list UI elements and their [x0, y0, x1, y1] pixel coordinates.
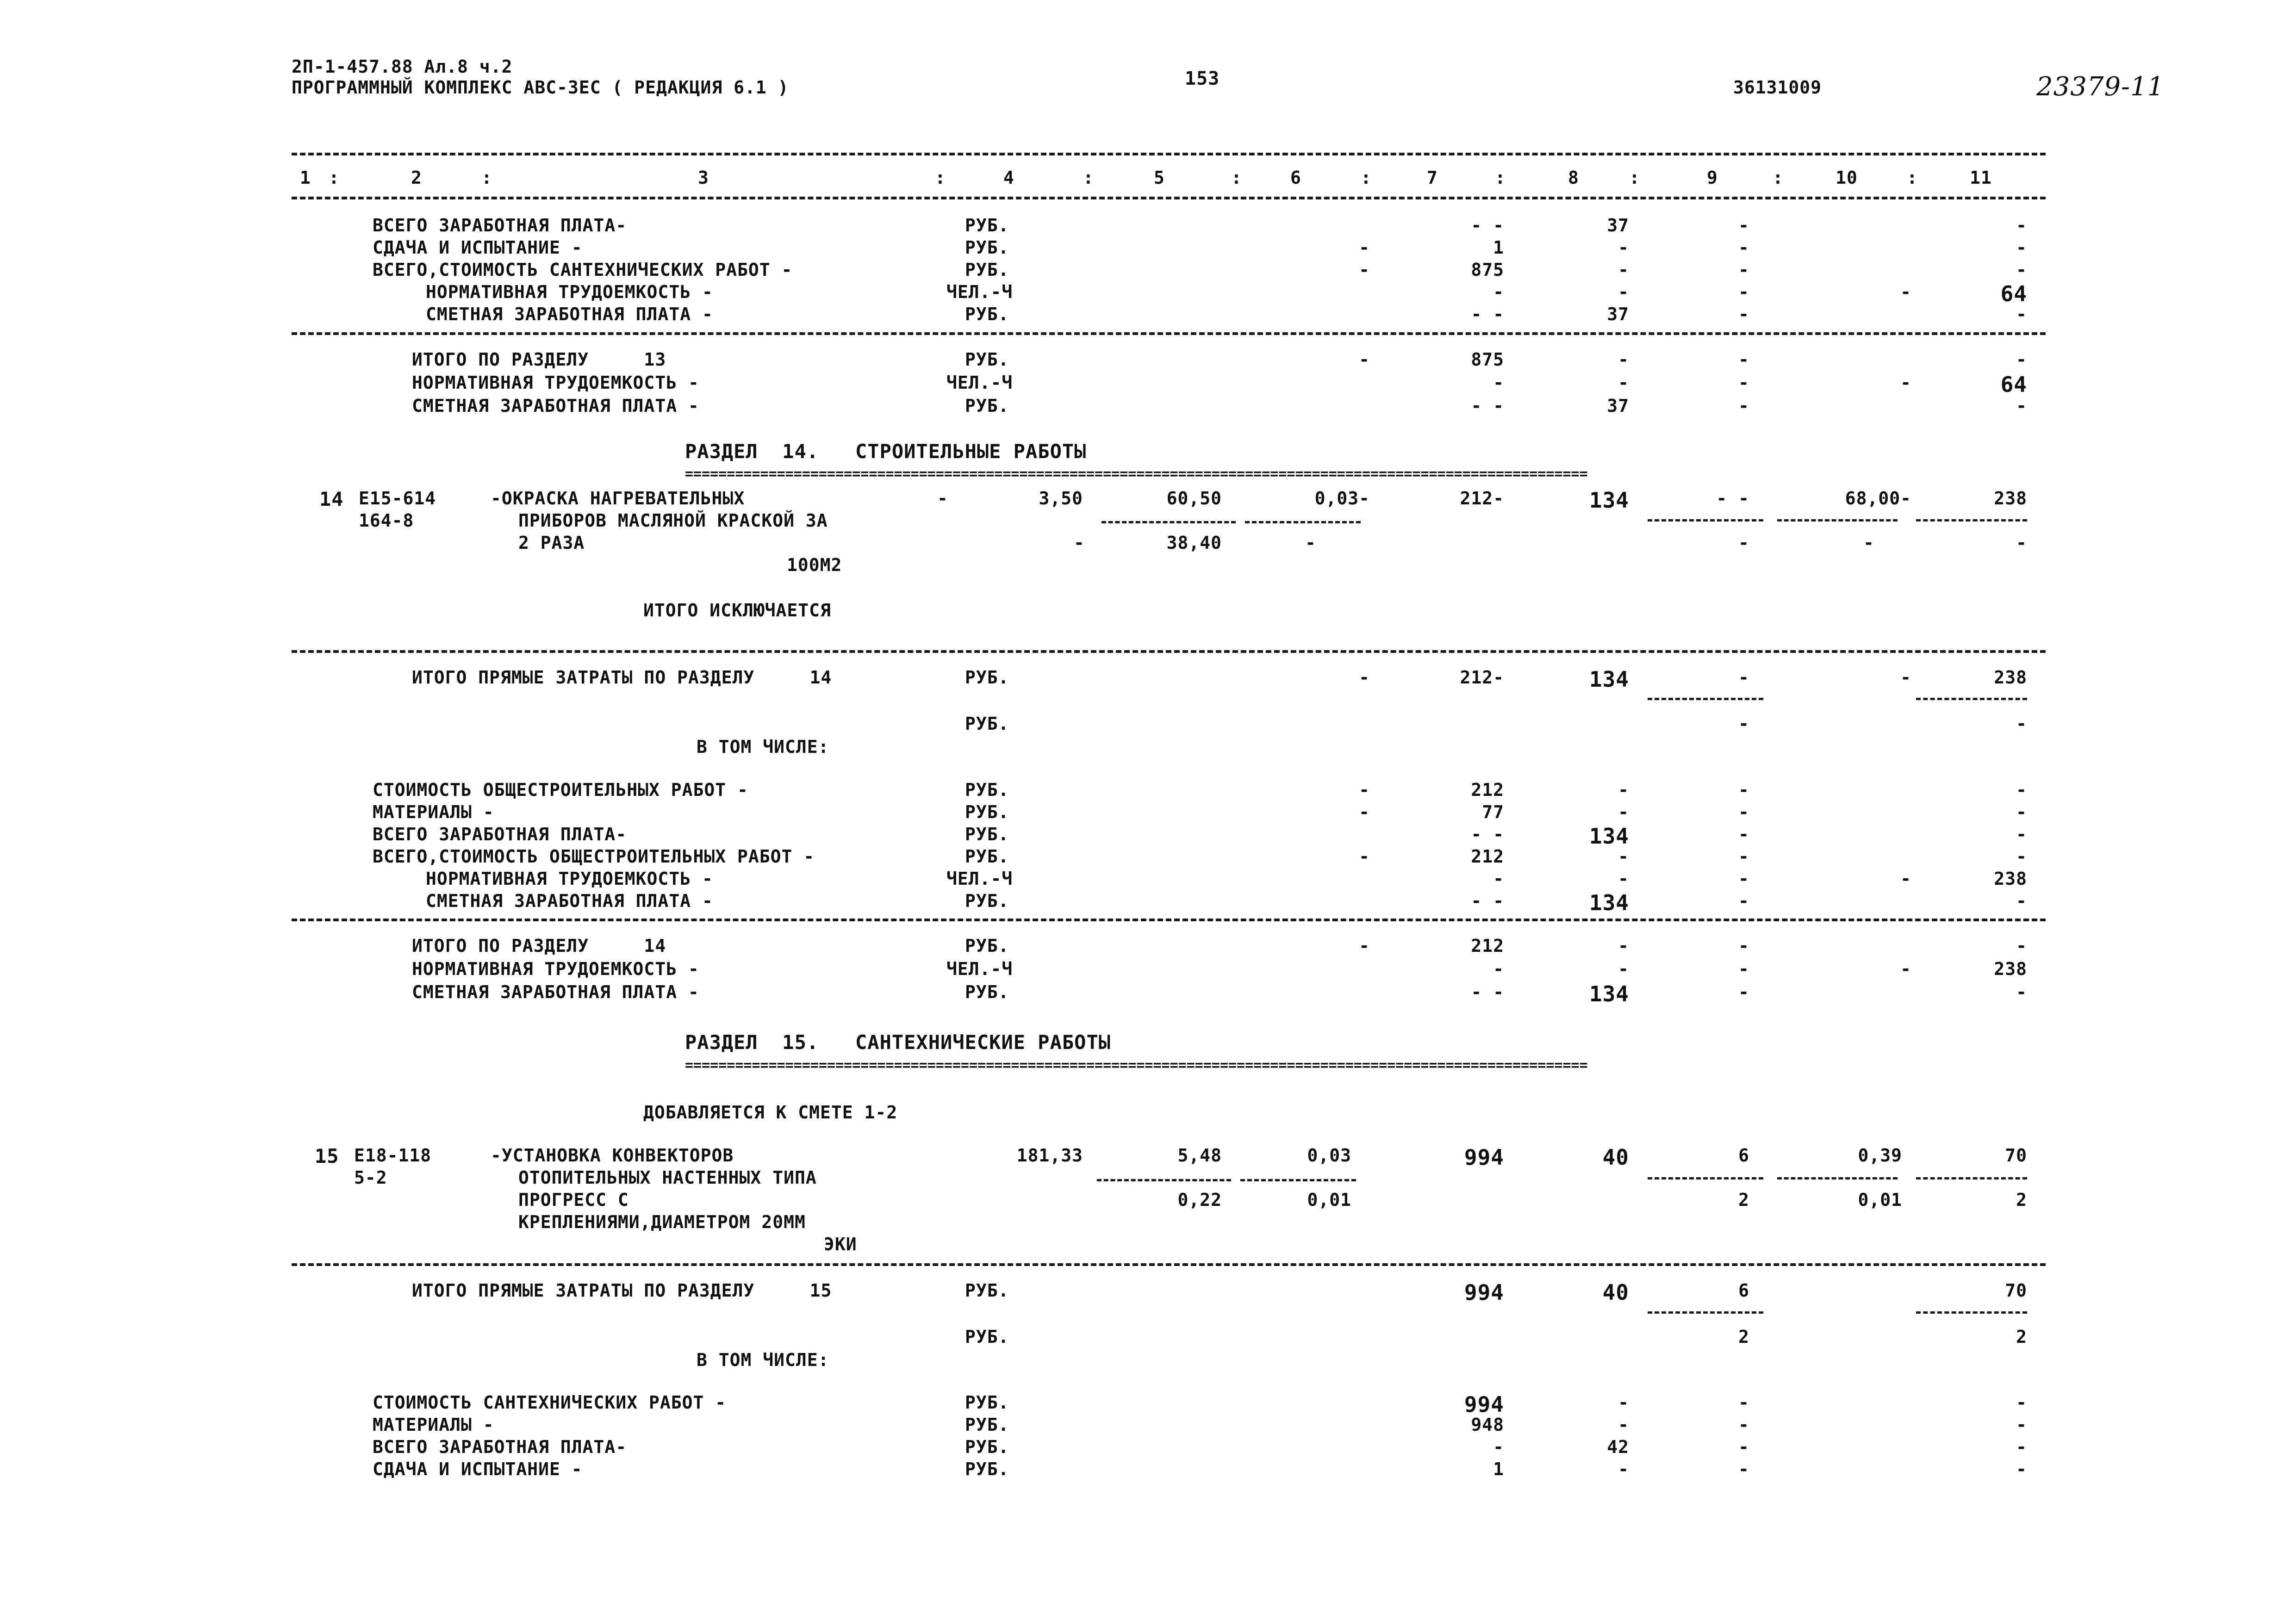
section-separator [292, 1263, 2046, 1266]
col-number-11: 11 [1970, 168, 1992, 188]
row-unit: РУБ. [965, 215, 1009, 236]
item-quantity-cost: 60,50 [1166, 488, 1222, 509]
item-code: Е15-614 [359, 488, 436, 509]
section14-title: РАЗДЕЛ 14. СТРОИТЕЛЬНЫЕ РАБОТЫ [685, 440, 1087, 463]
row-label: ИТОГО ПРЯМЫЕ ЗАТРАТЫ ПО РАЗДЕЛУ 14 [412, 667, 832, 688]
title-underline: ============================================================================================================ [685, 1057, 1588, 1074]
item-code-secondary: 164-8 [359, 510, 414, 531]
added-to-estimate-label: ДОБАВЛЯЕТСЯ К СМЕТЕ 1-2 [643, 1102, 898, 1123]
item-code-secondary: 5-2 [354, 1167, 387, 1188]
item-description-line: ОТОПИТЕЛЬНЫХ НАСТЕННЫХ ТИПА [518, 1167, 817, 1188]
row-label: ИТОГО ПРЯМЫЕ ЗАТРАТЫ ПО РАЗДЕЛУ 15 [412, 1280, 832, 1301]
row-label: ВСЕГО,СТОИМОСТЬ САНТЕХНИЧЕСКИХ РАБОТ - [373, 260, 793, 280]
col-number-10: 10 [1836, 168, 1858, 188]
row-unit: РУБ. [965, 396, 1009, 416]
item-description-line: -УСТАНОВКА КОНВЕКТОРОВ [491, 1145, 734, 1166]
row-label: СМЕТНАЯ ЗАРАБОТНАЯ ПЛАТА - [426, 304, 713, 324]
item-number: 15 [315, 1145, 339, 1167]
row-unit: РУБ. [965, 714, 1009, 734]
col-number-7: 7 [1427, 168, 1438, 188]
item-code: Е18-118 [354, 1145, 432, 1166]
section-separator [292, 650, 2046, 653]
col-number-8: 8 [1568, 168, 1579, 188]
row-unit: ЧЕЛ.-Ч [946, 282, 1013, 302]
row-unit: РУБ. [965, 1327, 1009, 1347]
item-description-line: ПРИБОРОВ МАСЛЯНОЙ КРАСКОЙ ЗА [518, 510, 828, 531]
item-unit: ЭКИ [824, 1234, 857, 1254]
item-description-line: -ОКРАСКА НАГРЕВАТЕЛЬНЫХ [491, 488, 745, 509]
row-unit: РУБ. [965, 1280, 1009, 1301]
col-number-5: 5 [1154, 168, 1165, 188]
including-label: В ТОМ ЧИСЛЕ: [697, 737, 829, 757]
document-reference: 2П-1-457.88 Ал.8 ч.2 [292, 56, 513, 77]
row-unit: РУБ. [965, 667, 1009, 688]
header-separator [292, 197, 2046, 199]
item-unit-cost: 3,50 [1039, 488, 1083, 509]
totals-separator [292, 919, 2046, 921]
totals-separator [292, 332, 2046, 335]
row-unit: РУБ. [965, 349, 1009, 370]
row-unit: РУБ. [965, 304, 1009, 324]
section15-title: РАЗДЕЛ 15. САНТЕХНИЧЕСКИЕ РАБОТЫ [685, 1031, 1111, 1054]
item-description-line: 2 РАЗА [518, 533, 585, 553]
row-label: ВСЕГО ЗАРАБОТНАЯ ПЛАТА- [373, 215, 627, 236]
item-unit: 100М2 [787, 555, 842, 575]
row-unit: РУБ. [965, 237, 1009, 258]
row-label: НОРМАТИВНАЯ ТРУДОЕМКОСТЬ - [412, 372, 699, 393]
col-number-1: 1 [300, 168, 311, 188]
row-label: ИТОГО ПО РАЗДЕЛУ 13 [412, 349, 666, 370]
top-separator [292, 153, 2046, 155]
excluded-total-label: ИТОГО ИСКЛЮЧАЕТСЯ [643, 600, 831, 621]
item-unit-cost: 181,33 [1016, 1145, 1083, 1166]
page-number: 153 [1185, 68, 1220, 89]
col-number-9: 9 [1707, 168, 1718, 188]
col-number-4: 4 [1003, 168, 1014, 188]
item-description-line: ПРОГРЕСС С [518, 1190, 629, 1210]
col-number-3: 3 [698, 168, 709, 188]
inventory-number: 23379-11 [2036, 72, 2165, 102]
item-number: 14 [319, 488, 344, 510]
title-underline: ============================================================================================================ [685, 466, 1588, 482]
col-number-2: 2 [411, 168, 422, 188]
row-label: СМЕТНАЯ ЗАРАБОТНАЯ ПЛАТА - [412, 396, 699, 416]
program-title: ПРОГРАММНЫЙ КОМПЛЕКС АВС-ЗЕС ( РЕДАКЦИЯ 6.1 ) [292, 77, 789, 98]
row-label: СДАЧА И ИСПЫТАНИЕ - [373, 237, 583, 258]
row-unit: ЧЕЛ.-Ч [946, 372, 1013, 393]
row-label: НОРМАТИВНАЯ ТРУДОЕМКОСТЬ - [426, 282, 713, 302]
col-number-6: 6 [1290, 168, 1301, 188]
row-unit: РУБ. [965, 260, 1009, 280]
item-description-line: КРЕПЛЕНИЯМИ,ДИАМЕТРОМ 20ММ [518, 1212, 806, 1232]
including-label: В ТОМ ЧИСЛЕ: [697, 1350, 829, 1370]
document-code: 36131009 [1733, 77, 1822, 98]
